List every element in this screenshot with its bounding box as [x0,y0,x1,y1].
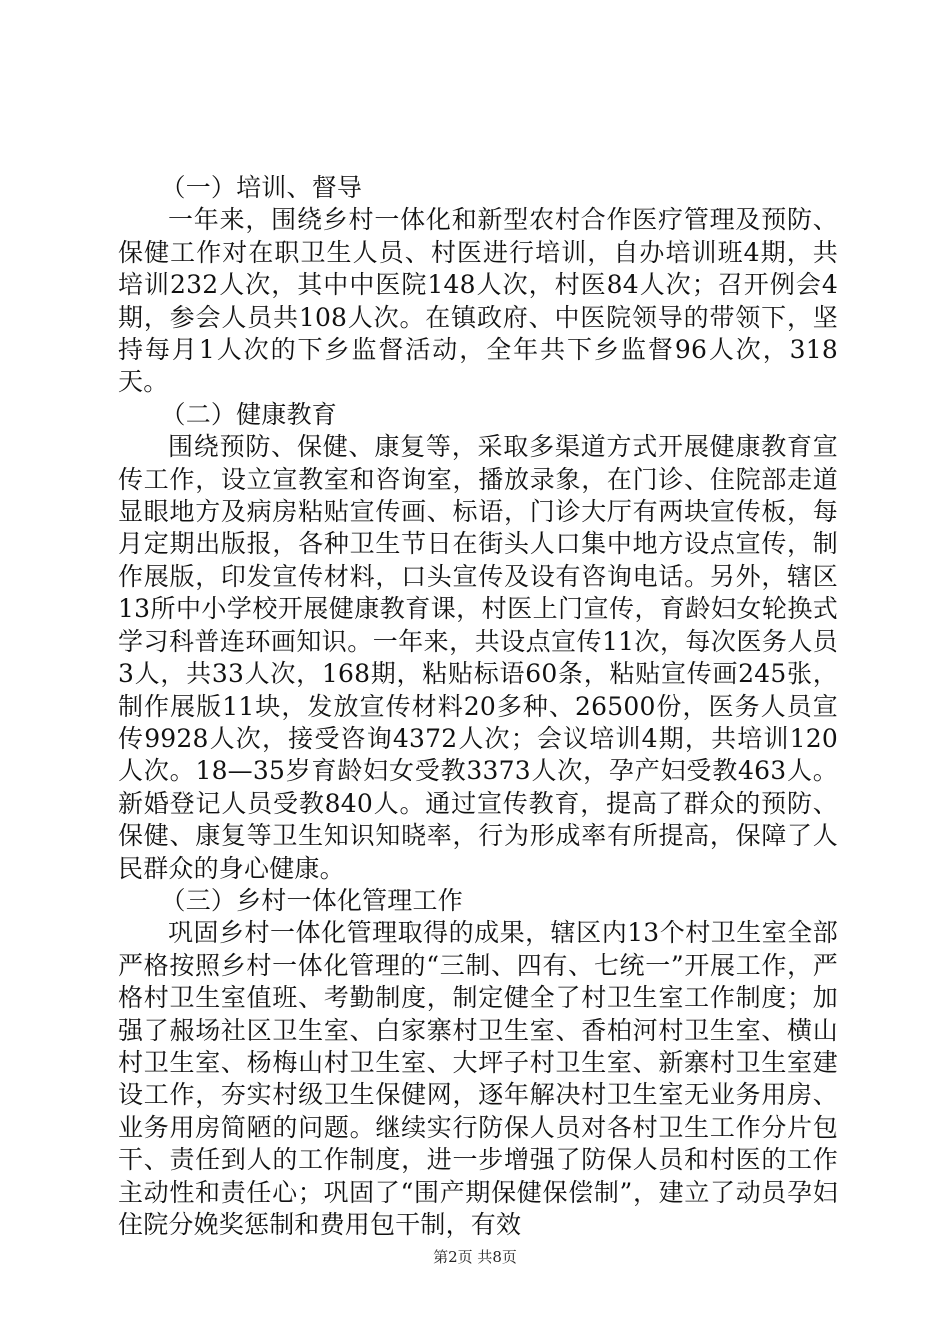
paragraph-training: 一年来，围绕乡村一体化和新型农村合作医疗管理及预防、保健工作对在职卫生人员、村医进行培训，自办培训班4期，共培训232人次，其中中医院148人次，村医84人次；召开例会4期，参会人员共108人次。在镇政府、中医院领导的带领下，坚持每月1人次的下乡监督活动，全年共下乡监督96人次，318天。 [118,205,838,397]
section-heading-health-education: （二）健康教育 [160,399,337,429]
section-heading-training: （一）培训、督导 [160,173,363,202]
page-footer: 第2页 共8页 [433,1248,517,1266]
section-heading-rural-integration: （三）乡村一体化管理工作 [160,885,463,915]
paragraph-rural-integration: 巩固乡村一体化管理取得的成果，辖区内13个村卫生室全部严格按照乡村一体化管理的“三制、四有、七统一”开展工作，严格村卫生室值班、考勤制度，制定健全了村卫生室工作制度；加强了赧场社区卫生室、白家寨村卫生室、香柏河村卫生室、横山村卫生室、杨梅山村卫生室、大坪子村卫生室、新寨村卫生室建设工作，夯实村级卫生保健网，逐年解决村卫生室无业务用房、业务用房简陋的问题。继续实行防保人员对各村卫生工作分片包干、责任到人的工作制度，进一步增强了防保人员和村医的工作主动性和责任心；巩固了“围产期保健保偿制”，建立了动员孕妇住院分娩奖惩制和费用包干制，有效 [118,918,838,1239]
document-body [118,172,838,1241]
paragraph-health-education: 围绕预防、保健、康复等，采取多渠道方式开展健康教育宣传工作，设立宣教室和咨询室，播放录象，在门诊、住院部走道显眼地方及病房粘贴宣传画、标语，门诊大厅有两块宣传板，每月定期出版报，各种卫生节日在街头人口集中地方设点宣传，制作展版，印发宣传材料，口头宣传及设有咨询电话。另外，辖区13所中小学校开展健康教育课，村医上门宣传，育龄妇女轮换式学习科普连环画知识。一年来，共设点宣传11次，每次医务人员3人，共33人次，168期，粘贴标语60条，粘贴宣传画245张，制作展版11块，发放宣传材料20多种、26500份，医务人员宣传9928人次，接受咨询4372人次；会议培训4期，共培训120人次。18—35岁育龄妇女受教3373人次，孕产妇受教463人。新婚登记人员受教840人。通过宣传教育，提高了群众的预防、保健、康复等卫生知识知晓率，行为形成率有所提高，保障了人民群众的身心健康。 [118,432,838,883]
